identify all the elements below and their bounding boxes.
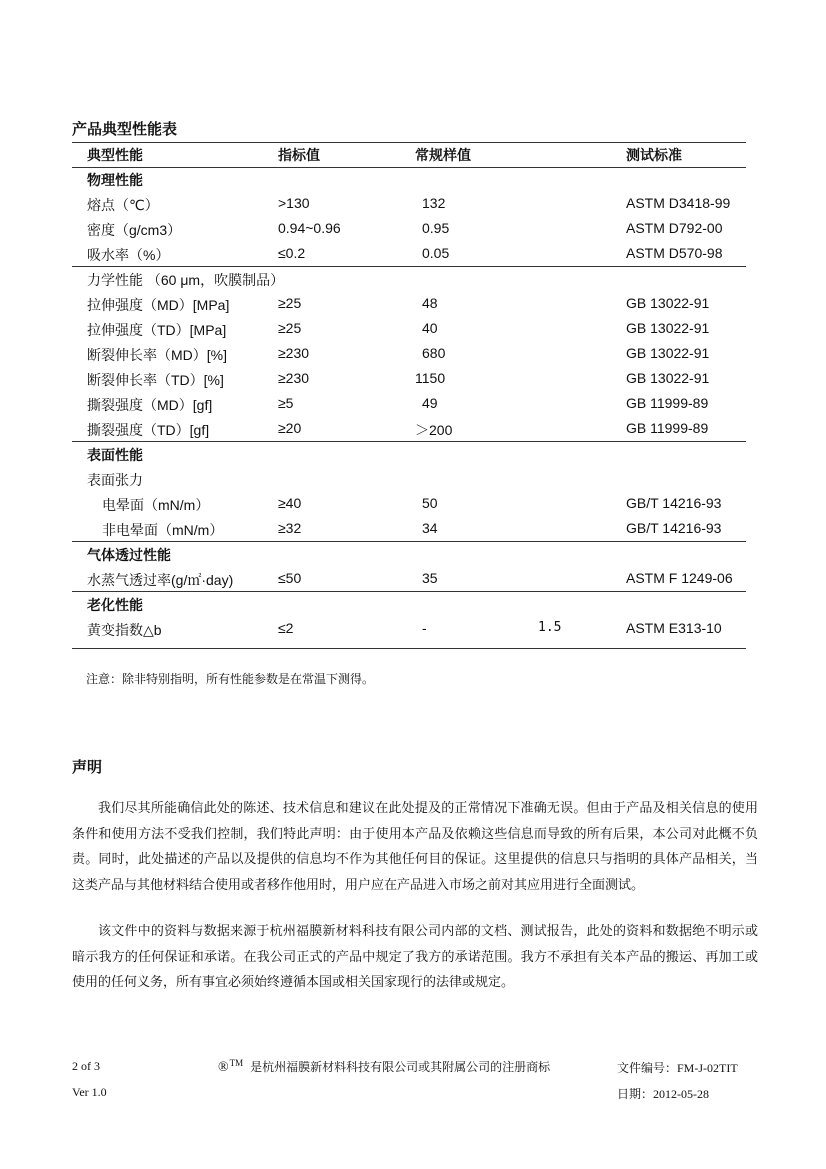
row-name: 熔点（℃） (87, 197, 159, 213)
row-spec: ≥5 (278, 395, 294, 411)
table-row (72, 392, 746, 417)
row-name: 拉伸强度（TD）[MPa] (87, 322, 227, 338)
section-heading-mechanical (72, 267, 746, 292)
version: Ver 1.0 (72, 1085, 107, 1099)
table-row (72, 367, 746, 392)
row-standard: GB 13022-91 (626, 370, 710, 386)
row-standard: GB 11999-89 (626, 395, 709, 411)
table-row (72, 517, 746, 542)
row-standard: GB 11999-89 (626, 420, 709, 436)
physical-heading: 物理性能 (87, 172, 143, 188)
row-typical: 0.95 (422, 220, 450, 236)
row-spec: ≥25 (278, 295, 302, 311)
row-spec: ≥230 (278, 345, 310, 361)
table-row (72, 192, 746, 217)
section-heading-aging (72, 592, 746, 617)
row-spec: >130 (278, 195, 310, 211)
row-standard: ASTM D3418-99 (626, 195, 731, 211)
aging-heading: 老化性能 (87, 597, 143, 613)
section-heading-surface (72, 442, 746, 467)
row-spec: ≥32 (278, 520, 302, 536)
row-name: 水蒸气透过率(g/㎡·day) (87, 572, 234, 588)
row-standard: ASTM F 1249-06 (626, 570, 733, 586)
row-standard: ASTM D792-00 (626, 220, 723, 236)
table-row (72, 492, 746, 517)
row-spec: ≥20 (278, 420, 302, 436)
row-typical: 35 (422, 570, 438, 586)
header-property: 典型性能 (87, 147, 143, 163)
row-name: 拉伸强度（MD）[MPa] (87, 297, 230, 313)
surface-subheading: 表面张力 (87, 472, 143, 488)
row-typical: 49 (422, 395, 438, 411)
header-standard: 测试标准 (626, 147, 682, 163)
row-spec: ≤50 (278, 570, 302, 586)
row-name: 黄变指数△b (87, 622, 162, 638)
row-name: 非电晕面（mN/m） (102, 522, 224, 538)
table-header-row (72, 142, 746, 167)
row-standard: GB/T 14216-93 (626, 495, 722, 511)
row-typical: 40 (422, 320, 438, 336)
row-name: 断裂伸长率（TD）[%] (87, 372, 224, 388)
header-typical: 常规样值 (415, 147, 471, 163)
declaration-paragraph-2: 该文件中的资料与数据来源于杭州福膜新材料科技有限公司内部的文档、测试报告，此处的资料和数据绝不明示或暗示我方的任何保证和承诺。在我公司正式的产品中规定了我方的承诺范围。我方不承担有关本产品的搬运、再加工或使用的任何义务，所有事宜必须始终遵循本国或相关国家现行的法律或规定。 (72, 923, 758, 989)
section-heading-gas (72, 542, 746, 567)
row-typical: - (422, 620, 427, 636)
document-date: 日期：2012-05-28 (617, 1087, 709, 1101)
subheading-surface-tension (72, 467, 746, 492)
header-spec: 指标值 (278, 147, 320, 163)
row-standard: ASTM D570-98 (626, 245, 723, 261)
row-spec: ≤2 (278, 620, 294, 636)
section-heading-physical (72, 167, 746, 192)
page-number: 2 of 3 (72, 1059, 100, 1073)
trademark-text: 是杭州福膜新材料科技有限公司或其附属公司的注册商标 (250, 1060, 551, 1074)
row-name: 撕裂强度（MD）[gf] (87, 397, 213, 413)
row-standard: ASTM E313-10 (626, 620, 722, 636)
table-row (72, 217, 746, 242)
row-name: 密度（g/cm3） (87, 222, 182, 238)
row-spec: ≥230 (278, 370, 310, 386)
row-typical: 1150 (415, 370, 446, 386)
table-row (72, 292, 746, 317)
row-standard: GB/T 14216-93 (626, 520, 722, 536)
declaration-title: 声明 (72, 759, 103, 776)
row-name: 撕裂强度（TD）[gf] (87, 422, 210, 438)
row-typical: 0.05 (422, 245, 450, 261)
row-typical: 48 (422, 295, 438, 311)
table-row (72, 242, 746, 267)
registered-mark: ® (218, 1060, 229, 1075)
mechanical-heading: 力学性能 （60 μm，吹膜制品） (87, 272, 285, 288)
table-bottom-rule (72, 648, 746, 649)
row-name: 断裂伸长率（MD）[%] (87, 347, 227, 363)
table-row (72, 567, 746, 592)
row-name: 电晕面（mN/m） (102, 497, 210, 513)
gas-heading: 气体透过性能 (87, 547, 171, 563)
row-spec: 0.94~0.96 (278, 220, 341, 236)
row-name: 吸水率（%） (87, 247, 170, 263)
row-typical: 34 (422, 520, 438, 536)
table-row (72, 417, 746, 442)
row-spec: ≤0.2 (278, 245, 306, 261)
row-standard: GB 13022-91 (626, 295, 710, 311)
document-number: 文件编号：FM-J-02TIT (617, 1061, 738, 1075)
row-standard: GB 13022-91 (626, 345, 710, 361)
row-typical: 132 (422, 195, 446, 211)
row-extra-value: 1.5 (538, 620, 562, 635)
tm-mark: TM (229, 1058, 244, 1068)
row-typical: 680 (422, 345, 446, 361)
table-note: 注意：除非特别指明，所有性能参数是在常温下测得。 (86, 672, 375, 686)
row-typical: ＞200 (415, 422, 453, 438)
trademark-line (218, 1058, 550, 1076)
row-typical: 50 (422, 495, 438, 511)
table-row (72, 317, 746, 342)
table-title: 产品典型性能表 (72, 121, 178, 138)
surface-heading: 表面性能 (87, 447, 143, 463)
row-spec: ≥25 (278, 320, 302, 336)
row-spec: ≥40 (278, 495, 302, 511)
table-row (72, 617, 746, 642)
row-standard: GB 13022-91 (626, 320, 710, 336)
table-row (72, 342, 746, 367)
declaration-paragraph-1: 我们尽其所能确信此处的陈述、技术信息和建议在此处提及的正常情况下准确无误。但由于产品及相关信息的使用条件和使用方法不受我们控制，我们特此声明：由于使用本产品及依赖这些信息而导致的所有后果，本公司对此概不负责。同时，此处描述的产品以及提供的信息均不作为其他任何目的保证。这里提供的信息只与指明的具体产品相关，当这类产品与其他材料结合使用或者移作他用时，用户应在产品进入市场之前对其应用进行全面测试。 (72, 800, 758, 892)
